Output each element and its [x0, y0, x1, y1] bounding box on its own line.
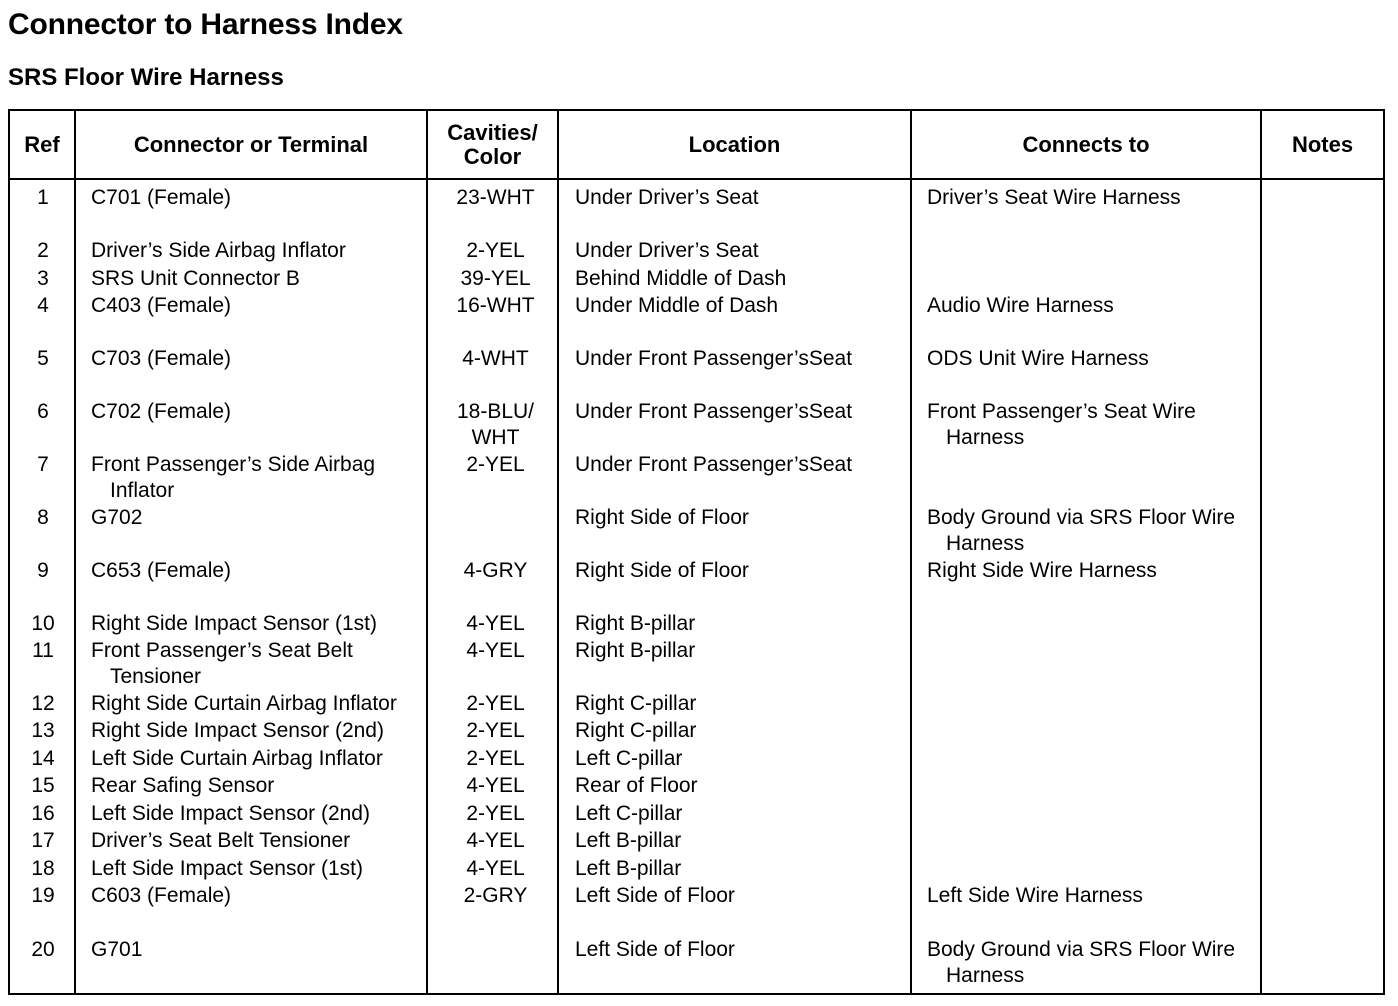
ref-cell: [10, 505, 76, 531]
location-cell: [575, 773, 910, 799]
location-text: Left B-pillar: [575, 829, 682, 852]
ref-value: 13: [31, 719, 55, 742]
cavities-text: 18-BLU/: [456, 400, 535, 423]
location-cell: [575, 937, 910, 963]
connects-to-text: Driver’s Seat Wire Harness: [927, 186, 1181, 209]
cavities-text: 2-YEL: [466, 802, 525, 825]
connector-text: C403 (Female): [91, 294, 232, 317]
connects-to-text: Harness: [946, 531, 1025, 555]
connector-cell: [91, 773, 421, 799]
cavities-cell: [430, 801, 561, 827]
connector-text: Right Side Curtain Airbag Inflator: [91, 692, 397, 715]
location-text: Rear of Floor: [575, 774, 698, 797]
ref-value: 10: [31, 612, 55, 635]
header-connector: Connector or Terminal: [76, 111, 428, 178]
cavities-cell: [430, 718, 561, 744]
location-cell: [575, 828, 910, 854]
connector-cell: [91, 266, 421, 292]
header-notes: Notes: [1291, 131, 1354, 157]
connector-text: Inflator: [110, 478, 175, 502]
ref-cell: [10, 937, 76, 963]
ref-cell: [10, 746, 76, 772]
ref-cell: [10, 399, 76, 425]
ref-value: 14: [31, 747, 55, 770]
connects-to-text: Harness: [946, 425, 1025, 449]
cavities-text: 4-YEL: [466, 639, 525, 662]
ref-value: 6: [37, 400, 49, 423]
location-cell: [575, 293, 910, 319]
header-cavities-line2: Color: [463, 143, 522, 169]
connects-to-cell: [927, 293, 1267, 319]
ref-value: 2: [37, 239, 49, 262]
cavities-text: 4-YEL: [466, 857, 525, 880]
connector-cell: [91, 558, 421, 584]
location-text: Right C-pillar: [575, 692, 697, 715]
ref-value: 15: [31, 774, 55, 797]
connector-cell: [91, 238, 421, 264]
cavities-text: 4-YEL: [466, 612, 525, 635]
connector-cell: [91, 856, 421, 882]
ref-cell: [10, 452, 76, 478]
location-cell: [575, 505, 910, 531]
location-text: Under Driver’s Seat: [575, 239, 759, 262]
table-header: [10, 111, 1383, 180]
connector-text: Tensioner: [110, 664, 202, 688]
connector-cell: [91, 611, 421, 637]
cavities-cell: [430, 346, 561, 372]
location-text: Right B-pillar: [575, 639, 696, 662]
location-text: Behind Middle of Dash: [575, 267, 787, 290]
cavities-cell: [430, 691, 561, 717]
location-text: Under Front Passenger’sSeat: [575, 347, 853, 370]
cavities-cell: [430, 399, 561, 450]
connector-index-table: [8, 109, 1385, 995]
ref-value: 7: [37, 453, 49, 476]
ref-value: 4: [37, 294, 49, 317]
cavities-cell: [430, 452, 561, 478]
ref-cell: [10, 638, 76, 664]
ref-cell: [10, 856, 76, 882]
location-cell: [575, 746, 910, 772]
cavities-text: 4-GRY: [463, 559, 528, 582]
ref-value: 9: [37, 559, 49, 582]
connector-text: G701: [91, 938, 143, 961]
connects-to-text: Body Ground via SRS Floor Wire: [927, 938, 1236, 961]
connector-cell: [91, 293, 421, 319]
cavities-cell: [430, 266, 561, 292]
ref-cell: [10, 883, 76, 909]
cavities-cell: [430, 638, 561, 664]
connector-text: Left Side Curtain Airbag Inflator: [91, 747, 383, 770]
cavities-text: 2-YEL: [466, 453, 525, 476]
location-cell: [575, 266, 910, 292]
cavities-cell: [430, 856, 561, 882]
ref-value: 16: [31, 802, 55, 825]
connector-text: C603 (Female): [91, 884, 232, 907]
location-text: Right Side of Floor: [575, 559, 749, 582]
cavities-cell: [430, 828, 561, 854]
header-ref: Ref: [10, 111, 76, 178]
connects-to-text: Left Side Wire Harness: [927, 884, 1143, 907]
location-cell: [575, 883, 910, 909]
location-cell: [575, 856, 910, 882]
section-subtitle: SRS Floor Wire Harness: [8, 64, 284, 91]
cavities-text: 4-YEL: [466, 774, 525, 797]
ref-cell: [10, 293, 76, 319]
ref-value: 19: [31, 884, 55, 907]
location-text: Left B-pillar: [575, 857, 682, 880]
cavities-text: 2-YEL: [466, 719, 525, 742]
location-text: Left Side of Floor: [575, 938, 735, 961]
location-text: Left C-pillar: [575, 747, 683, 770]
ref-value: 1: [37, 186, 49, 209]
connects-to-cell: [927, 399, 1267, 450]
connects-to-text: Front Passenger’s Seat Wire: [927, 400, 1196, 423]
connector-text: C702 (Female): [91, 400, 232, 423]
ref-cell: [10, 828, 76, 854]
connector-text: C701 (Female): [91, 186, 232, 209]
connector-cell: [91, 801, 421, 827]
connector-cell: [91, 346, 421, 372]
connector-cell: [91, 638, 421, 689]
cavities-cell: [430, 558, 561, 584]
location-cell: [575, 718, 910, 744]
location-cell: [575, 452, 910, 478]
location-text: Right C-pillar: [575, 719, 697, 742]
connector-text: Driver’s Seat Belt Tensioner: [91, 829, 351, 852]
connects-to-text: Right Side Wire Harness: [927, 559, 1157, 582]
cavities-text: 4-WHT: [462, 347, 529, 370]
connects-to-text: Body Ground via SRS Floor Wire: [927, 506, 1236, 529]
location-cell: [575, 399, 910, 425]
ref-cell: [10, 801, 76, 827]
connects-to-cell: [927, 505, 1267, 556]
location-text: Under Front Passenger’sSeat: [575, 453, 853, 476]
cavities-text: 2-YEL: [466, 692, 525, 715]
location-cell: [575, 185, 910, 211]
header-cavities-line1: Cavities/: [447, 119, 538, 145]
location-text: Right Side of Floor: [575, 506, 749, 529]
ref-value: 8: [37, 506, 49, 529]
connector-cell: [91, 691, 421, 717]
column-divider: [426, 180, 428, 993]
location-cell: [575, 801, 910, 827]
location-text: Under Driver’s Seat: [575, 186, 759, 209]
ref-value: 11: [32, 639, 54, 662]
connector-text: C653 (Female): [91, 559, 232, 582]
cavities-text: 4-YEL: [466, 829, 525, 852]
connects-to-cell: [927, 185, 1267, 211]
connector-text: Front Passenger’s Side Airbag: [91, 453, 376, 476]
cavities-cell: [430, 238, 561, 264]
connector-cell: [91, 399, 421, 425]
header-cavities: [428, 111, 559, 178]
ref-cell: [10, 558, 76, 584]
connects-to-cell: [927, 558, 1267, 584]
location-cell: [575, 638, 910, 664]
ref-cell: [10, 238, 76, 264]
connects-to-cell: [927, 346, 1267, 372]
cavities-text: 2-YEL: [466, 239, 525, 262]
ref-cell: [10, 718, 76, 744]
cavities-text: 23-WHT: [456, 186, 535, 209]
connector-text: Rear Safing Sensor: [91, 774, 275, 797]
ref-value: 20: [31, 938, 55, 961]
connector-text: Front Passenger’s Seat Belt: [91, 639, 353, 662]
ref-value: 3: [37, 267, 49, 290]
cavities-cell: [430, 185, 561, 211]
connects-to-text: Audio Wire Harness: [927, 294, 1114, 317]
connector-text: G702: [91, 506, 143, 529]
connector-text: Right Side Impact Sensor (1st): [91, 612, 377, 635]
cavities-cell: [430, 611, 561, 637]
connects-to-text: ODS Unit Wire Harness: [927, 347, 1149, 370]
connector-cell: [91, 937, 421, 963]
connector-text: SRS Unit Connector B: [91, 267, 300, 290]
location-cell: [575, 558, 910, 584]
location-text: Right B-pillar: [575, 612, 696, 635]
column-divider: [910, 180, 912, 993]
location-text: Left Side of Floor: [575, 884, 735, 907]
connects-to-text: Harness: [946, 963, 1025, 987]
location-cell: [575, 611, 910, 637]
connector-text: Left Side Impact Sensor (2nd): [91, 802, 370, 825]
connector-text: Driver’s Side Airbag Inflator: [91, 239, 346, 262]
ref-cell: [10, 346, 76, 372]
connector-cell: [91, 452, 421, 503]
location-cell: [575, 691, 910, 717]
page-title: Connector to Harness Index: [8, 8, 403, 41]
location-text: Left C-pillar: [575, 802, 683, 825]
cavities-text: WHT: [471, 425, 520, 449]
connector-cell: [91, 505, 421, 531]
connector-cell: [91, 828, 421, 854]
cavities-text: 2-GRY: [463, 884, 528, 907]
header-connects-to: Connects to: [912, 111, 1262, 178]
cavities-text: 16-WHT: [456, 294, 535, 317]
connector-cell: [91, 746, 421, 772]
connector-cell: [91, 718, 421, 744]
connector-text: Right Side Impact Sensor (2nd): [91, 719, 384, 742]
connector-text: Left Side Impact Sensor (1st): [91, 857, 363, 880]
connects-to-cell: [927, 937, 1267, 988]
connects-to-cell: [927, 883, 1267, 909]
ref-value: 17: [31, 829, 55, 852]
location-cell: [575, 346, 910, 372]
ref-value: 12: [31, 692, 55, 715]
ref-cell: [10, 185, 76, 211]
cavities-text: 2-YEL: [466, 747, 525, 770]
ref-value: 5: [37, 347, 49, 370]
ref-value: 18: [31, 857, 55, 880]
cavities-cell: [430, 293, 561, 319]
location-text: Under Middle of Dash: [575, 294, 779, 317]
ref-cell: [10, 611, 76, 637]
ref-cell: [10, 266, 76, 292]
header-location: Location: [559, 111, 912, 178]
connector-cell: [91, 185, 421, 211]
ref-cell: [10, 773, 76, 799]
connector-text: C703 (Female): [91, 347, 232, 370]
cavities-cell: [430, 883, 561, 909]
connector-cell: [91, 883, 421, 909]
location-cell: [575, 238, 910, 264]
ref-cell: [10, 691, 76, 717]
location-text: Under Front Passenger’sSeat: [575, 400, 853, 423]
cavities-cell: [430, 773, 561, 799]
cavities-cell: [430, 746, 561, 772]
cavities-text: 39-YEL: [460, 267, 531, 290]
